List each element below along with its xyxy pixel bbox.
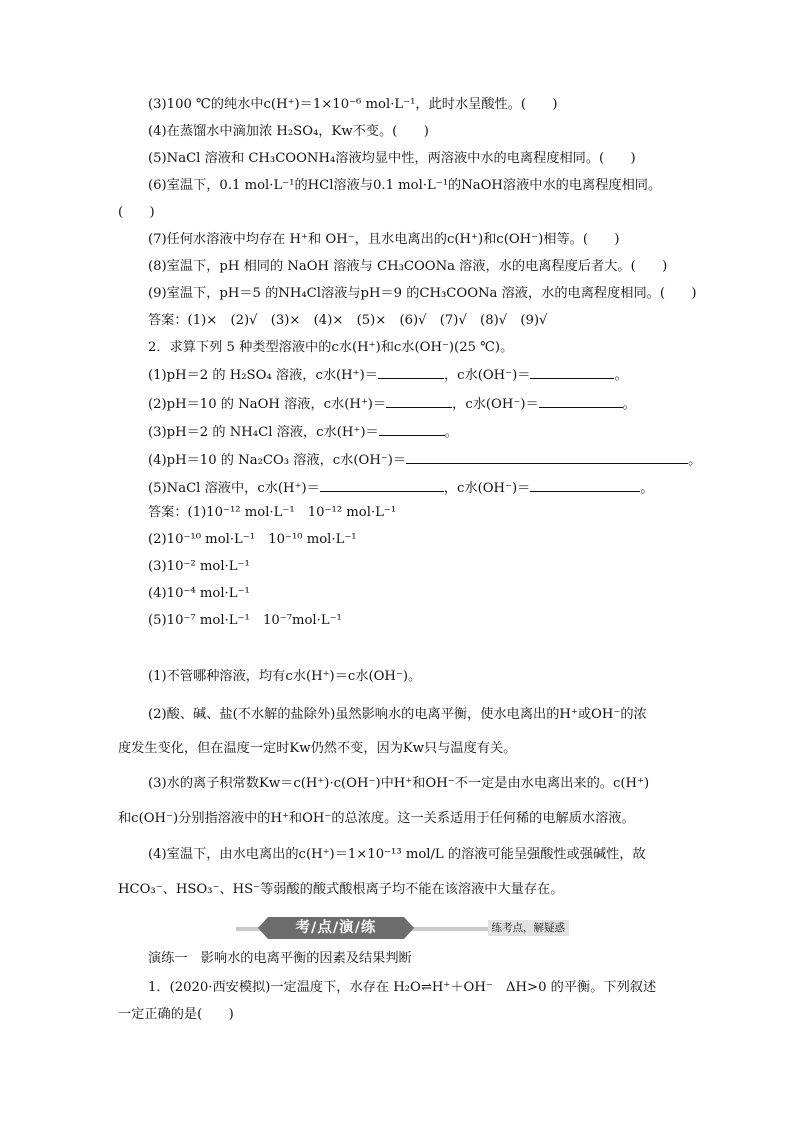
practice-heading: 演练一 影响水的电离平衡的因素及结果判断 xyxy=(148,951,412,966)
blank-q4-oh[interactable] xyxy=(406,451,688,464)
blank-q1-oh[interactable] xyxy=(530,366,614,379)
note-4-line1: (4)室温下，由水电离出的c(H⁺)＝1×10⁻¹³ mol/L 的溶液可能呈强酸性或强碱性，故 xyxy=(148,847,646,862)
calc-heading: 2．求算下列 5 种类型溶液中的c水(H⁺)和c水(OH⁻)(25 ℃)。 xyxy=(148,340,514,355)
calc-q5-text-b: ，c水(OH⁻)＝ xyxy=(443,481,531,496)
calc-q2-text-b: ，c水(OH⁻)＝ xyxy=(452,397,539,412)
calc-q2-text: (2)pH＝10 的 NaOH 溶液，c水(H⁺)＝ xyxy=(148,397,387,412)
calc-q1-text: (1)pH＝2 的 H₂SO₄ 溶液，c水(H⁺)＝ xyxy=(148,368,378,383)
calc-q3-end: 。 xyxy=(444,425,458,440)
calc-q4-end: 。 xyxy=(688,453,702,468)
note-3-line2: 和c(OH⁻)分别指溶液中的H⁺和OH⁻的总浓度。这一关系适用于任何稀的电解质水溶液。 xyxy=(118,811,635,826)
calc-q2-end: 。 xyxy=(622,397,636,412)
blank-q5-h[interactable] xyxy=(320,479,444,492)
practice-q1-line2: 一定正确的是( ) xyxy=(118,1007,234,1022)
judge-item-5: (5)NaCl 溶液和 CH₃COONH₄溶液均显中性，两溶液中水的电离程度相同。( ) xyxy=(148,151,636,166)
judge-item-6-bracket: ( ) xyxy=(118,205,155,220)
section-banner xyxy=(236,917,569,939)
calc-q4 xyxy=(148,451,701,470)
judge-item-6: (6)室温下，0.1 mol·L⁻¹的HCl溶液与0.1 mol·L⁻¹的NaOH溶液中水的电离程度相同。 xyxy=(148,178,662,193)
note-1: (1)不管哪种溶液，均有c水(H⁺)＝c水(OH⁻)。 xyxy=(148,669,422,684)
calc-answer-3: (3)10⁻² mol·L⁻¹ xyxy=(148,559,250,574)
calc-answer-4: (4)10⁻⁴ mol·L⁻¹ xyxy=(148,586,250,601)
note-4-line2: HCO₃⁻、HSO₃⁻、HS⁻等弱酸的酸式酸根离子均不能在该溶液中大量存在。 xyxy=(118,882,564,897)
judge-item-4: (4)在蒸馏水中滴加浓 H₂SO₄，Kw不变。( ) xyxy=(148,124,429,139)
calc-q1 xyxy=(148,366,628,385)
blank-q2-h[interactable] xyxy=(386,395,452,408)
calc-q5-text: (5)NaCl 溶液中，c水(H⁺)＝ xyxy=(148,481,320,496)
calc-answer-2: (2)10⁻¹⁰ mol·L⁻¹ 10⁻¹⁰ mol·L⁻¹ xyxy=(148,532,357,547)
calc-q3 xyxy=(148,423,458,442)
judge-item-9: (9)室温下，pH＝5 的NH₄Cl溶液与pH＝9 的CH₃COONa 溶液，水的电离程度相同。( ) xyxy=(148,286,697,301)
judge-item-8: (8)室温下，pH 相同的 NaOH 溶液与 CH₃COONa 溶液，水的电离程度后者大。( ) xyxy=(148,259,668,274)
calc-q1-end: 。 xyxy=(614,368,628,383)
judge-item-7: (7)任何水溶液中均存在 H⁺和 OH⁻，且水电离出的c(H⁺)和c(OH⁻)相等。( ) xyxy=(148,232,620,247)
judge-item-3: (3)100 ℃的纯水中c(H⁺)＝1×10⁻⁶ mol·L⁻¹，此时水呈酸性。( ) xyxy=(148,97,558,112)
calc-answer-5: (5)10⁻⁷ mol·L⁻¹ 10⁻⁷mol·L⁻¹ xyxy=(148,613,342,628)
calc-answer-1: 答案：(1)10⁻¹² mol·L⁻¹ 10⁻¹² mol·L⁻¹ xyxy=(148,505,397,520)
calc-q5-end: 。 xyxy=(640,481,654,496)
banner-subtitle: 练考点，解疑惑 xyxy=(488,920,570,936)
blank-q2-oh[interactable] xyxy=(539,395,623,408)
practice-q1-line1: 1．(2020·西安模拟)一定温度下，水存在 H₂O⇌H⁺＋OH⁻ ΔH>0 的平衡。下列叙述 xyxy=(148,980,657,995)
calc-q5 xyxy=(148,479,654,498)
judge-answer: 答案：(1)× (2)√ (3)× (4)× (5)× (6)√ (7)√ (8)√ (9)√ xyxy=(148,313,548,328)
banner-title: 考/点/演/练 xyxy=(268,917,404,939)
calc-q2 xyxy=(148,395,636,414)
calc-q1-text-b: ，c水(OH⁻)＝ xyxy=(443,368,531,383)
blank-q5-oh[interactable] xyxy=(530,479,640,492)
note-3-line1: (3)水的离子积常数Kw＝c(H⁺)·c(OH⁻)中H⁺和OH⁻不一定是由水电离出来的。c(H⁺) xyxy=(148,776,650,791)
blank-q1-h[interactable] xyxy=(378,366,444,379)
note-2-line1: (2)酸、碱、盐(不水解的盐除外)虽然影响水的电离平衡，使水电离出的H⁺或OH⁻的浓 xyxy=(148,707,647,722)
blank-q3-h[interactable] xyxy=(379,423,445,436)
calc-q3-text: (3)pH＝2 的 NH₄Cl 溶液，c水(H⁺)＝ xyxy=(148,425,379,440)
calc-q4-text: (4)pH＝10 的 Na₂CO₃ 溶液，c水(OH⁻)＝ xyxy=(148,453,407,468)
note-2-line2: 度发生变化，但在温度一定时Kw仍然不变，因为Kw只与温度有关。 xyxy=(118,741,517,756)
